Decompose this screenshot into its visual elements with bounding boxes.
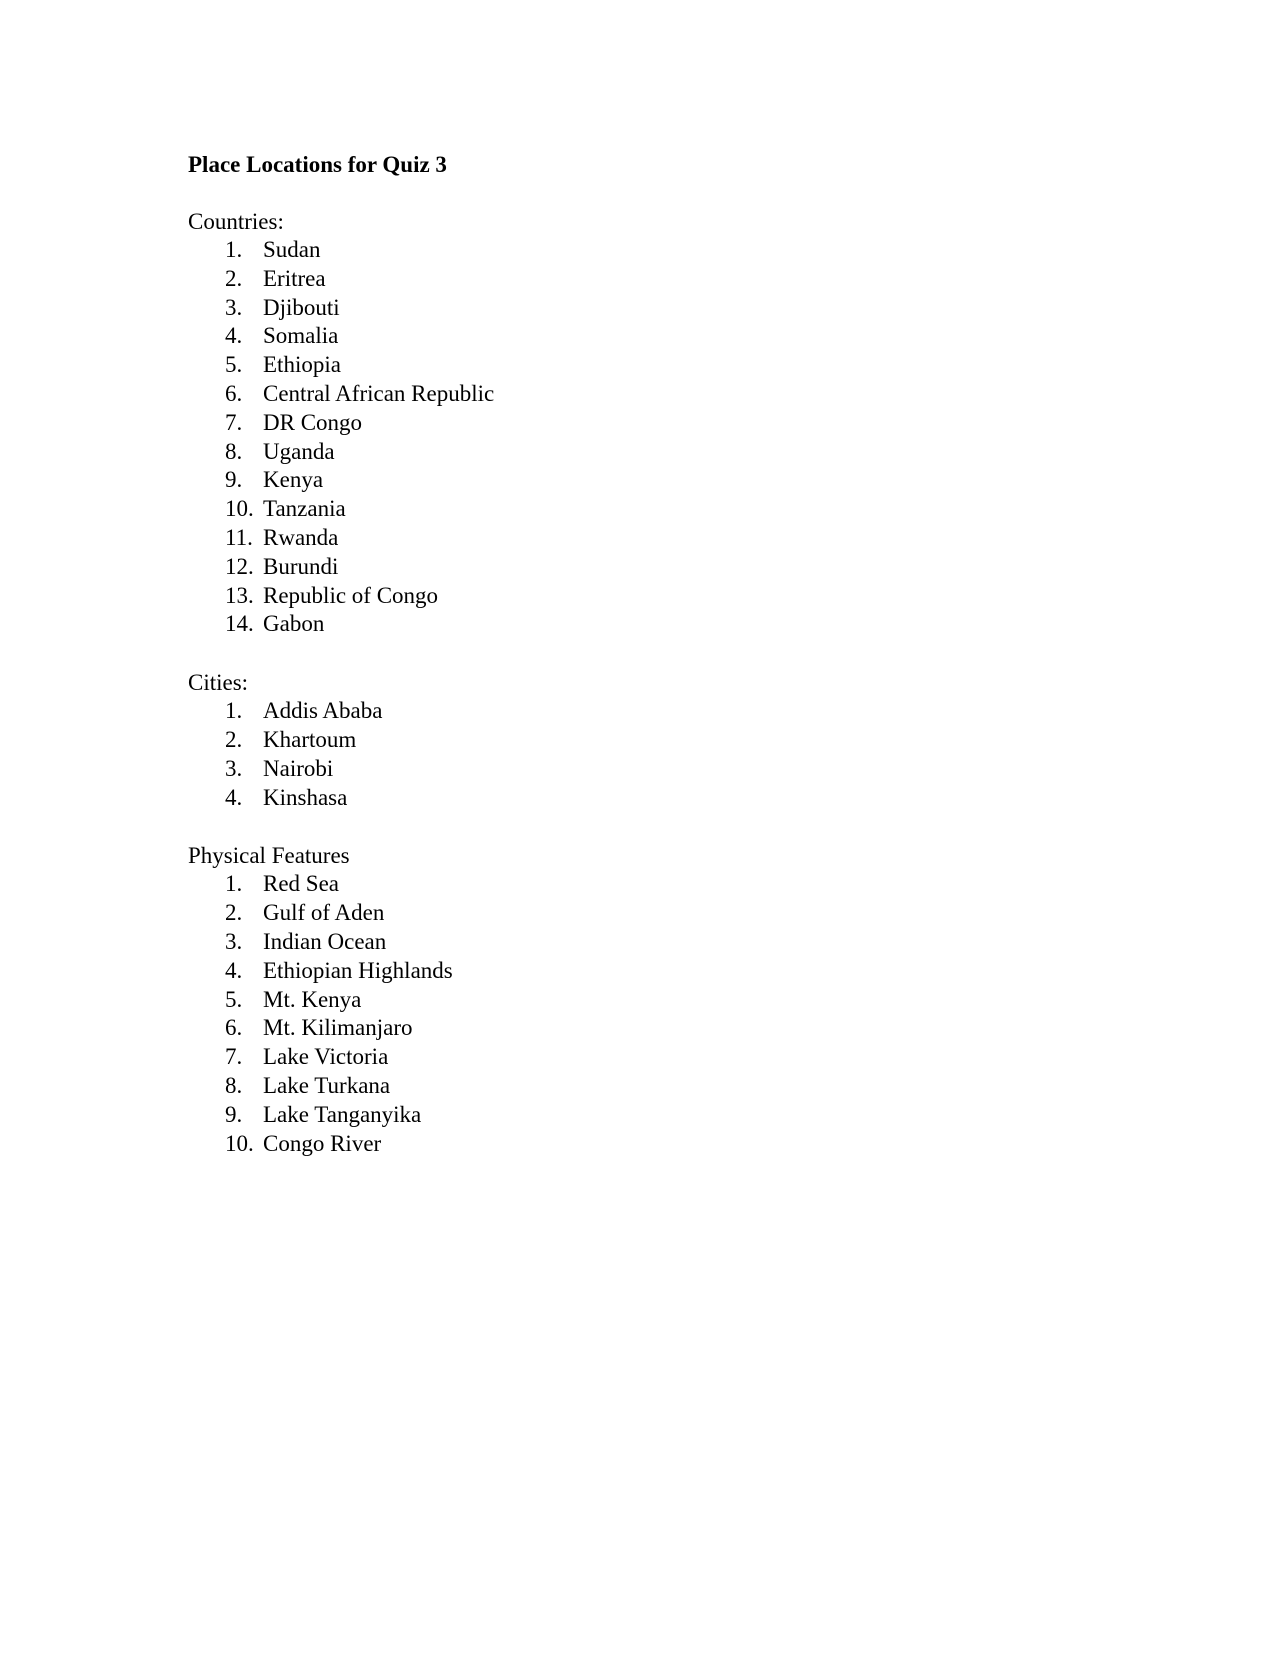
list-item-number: 3.: [225, 294, 243, 320]
section-heading: Countries:: [188, 209, 284, 234]
list-item-label: DR Congo: [263, 409, 363, 435]
list-item-label: Mt. Kenya: [263, 986, 362, 1012]
numbered-list: [188, 236, 1088, 639]
list-item: [188, 784, 1088, 813]
document-title: Place Locations for Quiz 3: [188, 152, 447, 177]
list-item-number: 2.: [225, 900, 243, 926]
section-heading: Physical Features: [188, 843, 350, 869]
list-item-number: 8.: [225, 438, 243, 464]
list-item: [188, 1014, 1088, 1043]
list-item-label: Lake Victoria: [263, 1044, 389, 1070]
list-item-number: 4.: [225, 957, 243, 983]
list-item-label: Ethiopian Highlands: [263, 957, 453, 983]
list-item-label: Lake Tanganyika: [263, 1101, 422, 1127]
list-item-label: Central African Republic: [263, 380, 495, 406]
list-item-label: Lake Turkana: [263, 1072, 391, 1098]
list-item: [188, 755, 1088, 784]
list-item-label: Eritrea: [263, 265, 326, 291]
list-item-number: 9.: [225, 467, 243, 493]
list-item: [188, 380, 1088, 409]
list-item-label: Mt. Kilimanjaro: [263, 1015, 413, 1041]
list-item-label: Nairobi: [263, 755, 334, 781]
list-item-label: Somalia: [263, 323, 339, 349]
list-item-number: 8.: [225, 1072, 243, 1098]
list-item-label: Republic of Congo: [263, 582, 439, 608]
list-item: [188, 351, 1088, 380]
list-item: [188, 466, 1088, 495]
list-item: [188, 524, 1088, 553]
list-item-number: 3.: [225, 755, 243, 781]
list-item-number: 2.: [225, 265, 243, 291]
list-item-number: 14.: [225, 611, 254, 637]
list-item: [188, 409, 1088, 438]
list-item-label: Congo River: [263, 1130, 382, 1156]
list-item-number: 10.: [225, 1130, 254, 1156]
list-item-label: Khartoum: [263, 726, 357, 752]
list-item: [188, 553, 1088, 582]
list-item: [188, 957, 1088, 986]
list-item: [188, 1043, 1088, 1072]
list-item: [188, 610, 1088, 639]
section-physical-features: [188, 841, 1088, 1158]
list-item-label: Indian Ocean: [263, 928, 387, 954]
list-item-number: 13.: [225, 582, 254, 608]
section-cities: [188, 668, 1088, 812]
list-item-label: Kinshasa: [263, 784, 348, 810]
list-item-label: Burundi: [263, 553, 339, 579]
list-item-number: 5.: [225, 986, 243, 1012]
numbered-list: [188, 870, 1088, 1158]
section-heading: Cities:: [188, 670, 249, 696]
list-item-number: 3.: [225, 928, 243, 954]
list-item-label: Gabon: [263, 611, 325, 637]
list-item: [188, 1101, 1088, 1130]
list-item: [188, 986, 1088, 1015]
list-item: [188, 294, 1088, 323]
list-item-number: 12.: [225, 553, 254, 579]
list-item: [188, 899, 1088, 928]
list-item-label: Kenya: [263, 467, 324, 493]
list-item-label: Ethiopia: [263, 352, 341, 378]
list-item-number: 1.: [225, 698, 243, 724]
list-item: [188, 928, 1088, 957]
list-item-number: 7.: [225, 409, 243, 435]
list-item-number: 6.: [225, 1015, 243, 1041]
list-item: [188, 870, 1088, 899]
list-item: [188, 1072, 1088, 1101]
list-item-number: 5.: [225, 352, 243, 378]
list-item-number: 1.: [225, 237, 243, 262]
list-item-label: Tanzania: [263, 496, 346, 522]
list-item-number: 4.: [225, 784, 243, 810]
section-countries: [188, 207, 1088, 639]
list-item: [188, 236, 1088, 265]
list-item-number: 9.: [225, 1101, 243, 1127]
list-item-number: 2.: [225, 726, 243, 752]
list-item-label: Uganda: [263, 438, 335, 464]
list-item: [188, 726, 1088, 755]
document-page: [188, 150, 1088, 1187]
list-item-label: Gulf of Aden: [263, 900, 385, 926]
list-item-number: 10.: [225, 496, 254, 522]
list-item-label: Sudan: [263, 237, 321, 262]
list-item-number: 1.: [225, 871, 243, 897]
list-item: [188, 582, 1088, 611]
list-item-number: 6.: [225, 380, 243, 406]
numbered-list: [188, 697, 1088, 812]
list-item-label: Rwanda: [263, 524, 339, 550]
list-item-label: Red Sea: [263, 871, 340, 897]
list-item-number: 11.: [225, 524, 253, 550]
list-item-label: Djibouti: [263, 294, 340, 320]
list-item-number: 4.: [225, 323, 243, 349]
list-item: [188, 265, 1088, 294]
sections-container: [188, 207, 1088, 1158]
list-item: [188, 322, 1088, 351]
list-item: [188, 495, 1088, 524]
list-item: [188, 697, 1088, 726]
list-item: [188, 1130, 1088, 1159]
list-item-label: Addis Ababa: [263, 698, 383, 724]
list-item-number: 7.: [225, 1044, 243, 1070]
list-item: [188, 438, 1088, 467]
